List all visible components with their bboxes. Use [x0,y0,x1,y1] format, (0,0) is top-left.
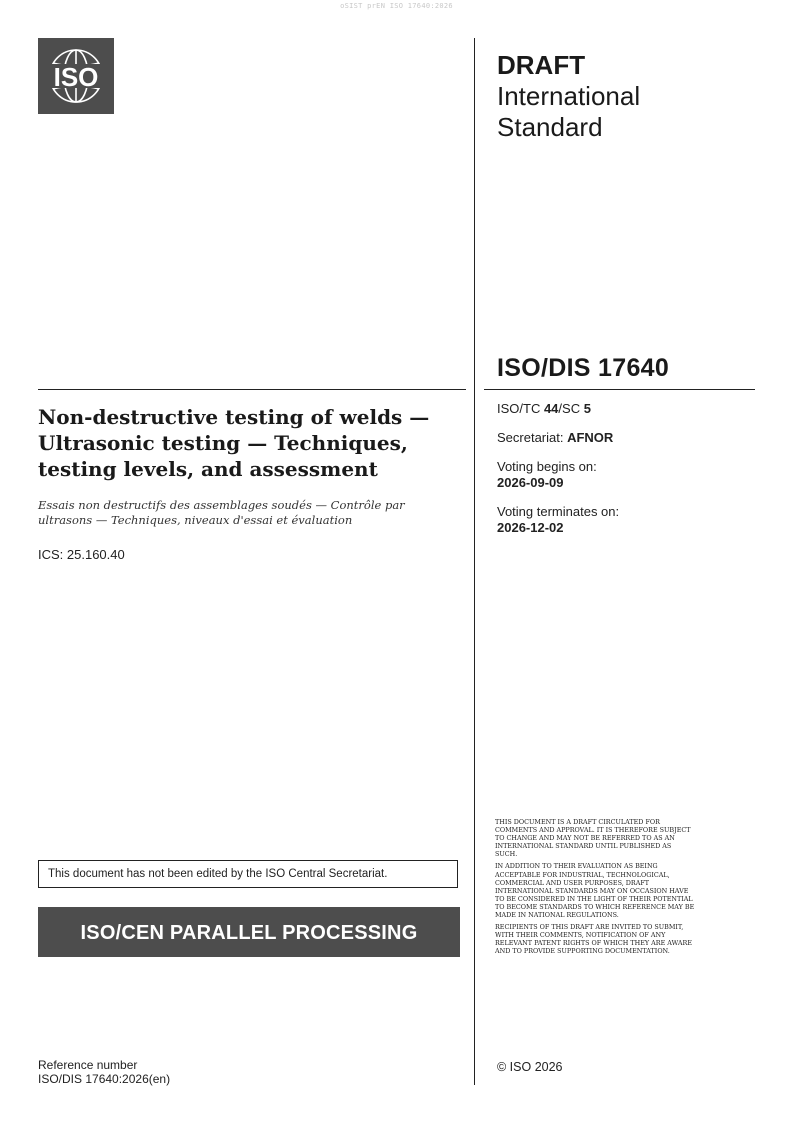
draft-label-standard: Standard [497,112,603,142]
reference-value: ISO/DIS 17640:2026(en) [38,1072,171,1086]
standard-number: ISO/DIS 17640 [497,354,670,382]
secretariat-value: AFNOR [567,430,614,445]
committee [497,401,591,417]
iso-globe-logo-icon [38,38,114,114]
ics-code: ICS: 25.160.40 [38,547,125,562]
iso-logo [38,38,114,114]
voting-terminates-date: 2026-12-02 [497,520,564,535]
parallel-processing-banner: ISO/CEN PARALLEL PROCESSING [38,907,460,957]
disclaimer-paragraph: IN ADDITION TO THEIR EVALUATION AS BEING ACCEPTABLE FOR INDUSTRIAL, TECHNOLOGICAL, COMMERCIAL AND USER PURPOSES, DRAFT INTERNATIONAL STANDARDS MAY ON OCCASION HAVE TO BE CONSIDERED IN THE LIGHT OF THEIR POTENTIAL TO BECOME STANDARDS TO WHICH REFERENCE MAY BE MADE IN NATIONAL REGULATIONS. [495,862,695,920]
draft-disclaimer [495,818,695,960]
sc-prefix: /SC [558,401,584,416]
voting-begins-date: 2026-09-09 [497,475,564,490]
document-title: Non-destructive testing of welds — Ultrasonic testing — Techniques, testing levels, and assessment [38,405,430,481]
right-horizontal-rule [484,389,755,390]
reference-number [38,1058,170,1086]
vertical-divider [474,38,475,1085]
disclaimer-paragraph: RECIPIENTS OF THIS DRAFT ARE INVITED TO SUBMIT, WITH THEIR COMMENTS, NOTIFICATION OF ANY RELEVANT PATENT RIGHTS OF WHICH THEY ARE AWARE AND TO PROVIDE SUPPORTING DOCUMENTATION. [495,923,692,956]
iso-logo-text: ISO [53,62,99,92]
draft-label: DRAFT [497,50,586,80]
tc-prefix: ISO/TC [497,401,544,416]
document-status [497,50,640,143]
left-horizontal-rule [38,389,466,390]
not-edited-notice: This document has not been edited by the ISO Central Secretariat. [38,860,458,888]
draft-label-international: International [497,81,641,111]
secretariat [497,430,613,446]
secretariat-label: Secretariat: [497,430,568,445]
voting-terminates-label: Voting terminates on: [497,504,620,519]
tc-number: 44 [543,401,559,416]
voting-begins [497,459,597,491]
reference-label: Reference number [38,1058,138,1072]
copyright: © ISO 2026 [497,1060,563,1074]
french-title: Essais non destructifs des assemblages soudés — Contrôle par ultrasons — Techniques, niveaux d'essai et évaluation [38,498,405,527]
disclaimer-paragraph: THIS DOCUMENT IS A DRAFT CIRCULATED FOR COMMENTS AND APPROVAL. IT IS THEREFORE SUBJECT TO CHANGE AND MAY NOT BE REFERRED TO AS AN INTERNATIONAL STANDARD UNTIL PUBLISHED AS SUCH. [495,818,691,859]
sc-number: 5 [583,401,591,416]
voting-terminates [497,504,619,536]
watermark: oSIST prEN ISO 17640:2026 [340,2,453,10]
voting-begins-label: Voting begins on: [497,459,597,474]
